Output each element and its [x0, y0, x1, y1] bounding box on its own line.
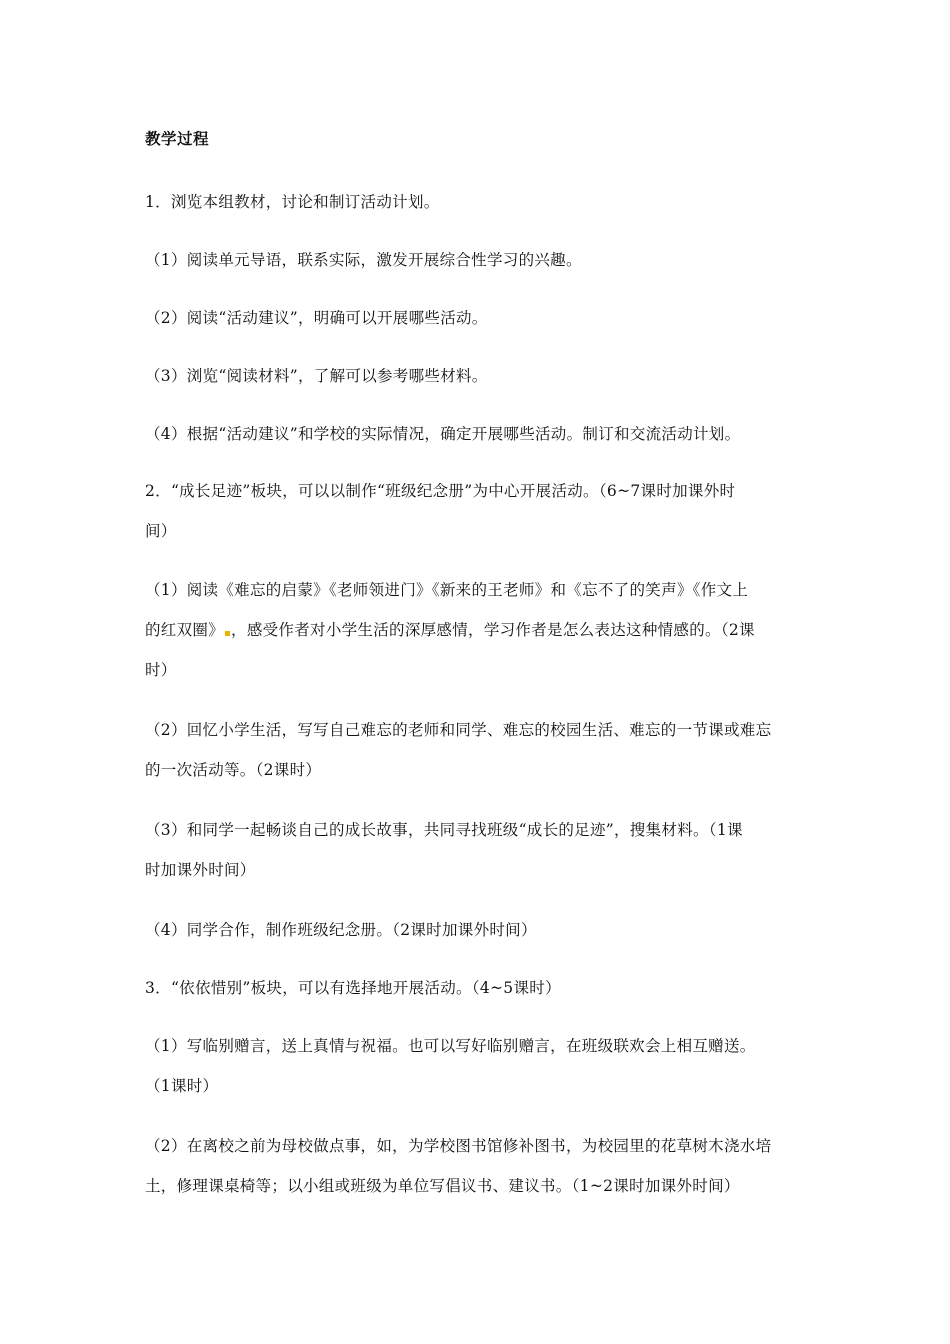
- item-1-line-1: 1．浏览本组教材，讨论和制订活动计划。: [145, 193, 440, 211]
- item-2-1-line-2: [145, 610, 810, 650]
- item-1-4: [145, 414, 810, 454]
- item-3-1-line-2: （1课时）: [145, 1077, 219, 1095]
- item-3-1: [145, 1026, 810, 1106]
- item-2-line-2: 间）: [145, 522, 177, 540]
- item-3-2-line-1: （2）在离校之前为母校做点事，如，为学校图书馆修补图书，为校园里的花草树木浇水培: [145, 1137, 772, 1155]
- item-2-1: [145, 570, 810, 690]
- item-1: [145, 182, 810, 222]
- item-1-1: [145, 240, 810, 280]
- item-2-1-line-1: （1）阅读《难忘的启蒙》《老师领进门》《新来的王老师》和《忘不了的笑声》《作文上: [145, 581, 749, 599]
- item-2-1-line-3: 时）: [145, 661, 177, 679]
- item-3-1-line-1: （1）写临别赠言，送上真情与祝福。也可以写好临别赠言，在班级联欢会上相互赠送。: [145, 1037, 756, 1055]
- highlight-mark: [225, 631, 230, 636]
- section-heading: 教学过程: [145, 130, 210, 148]
- item-3-2-line-2: 土，修理课桌椅等；以小组或班级为单位写倡议书、建议书。（1~2课时加课外时间）: [145, 1177, 740, 1195]
- item-2-4: [145, 910, 810, 950]
- item-1-4-line-1: （4）根据“活动建议”和学校的实际情况，确定开展哪些活动。制订和交流活动计划。: [145, 425, 741, 443]
- item-2-2: [145, 710, 810, 790]
- item-1-1-line-1: （1）阅读单元导语，联系实际，激发开展综合性学习的兴趣。: [145, 251, 582, 269]
- item-2-3-line-2: 时加课外时间）: [145, 861, 256, 879]
- item-2-1-line-2a: 的红双圈》: [145, 621, 225, 639]
- item-2: [145, 471, 810, 551]
- item-2-3: [145, 810, 810, 890]
- item-1-3-line-1: （3）浏览“阅读材料”，了解可以参考哪些材料。: [145, 367, 488, 385]
- item-2-line-1: 2．“成长足迹”板块，可以以制作“班级纪念册”为中心开展活动。（6~7课时加课外时: [145, 482, 736, 500]
- item-3-line-1: 3．“依依惜别”板块，可以有选择地开展活动。（4~5课时）: [145, 979, 561, 997]
- item-3-2: [145, 1126, 810, 1206]
- item-1-2-line-1: （2）阅读“活动建议”，明确可以开展哪些活动。: [145, 309, 488, 327]
- item-2-2-line-1: （2）回忆小学生活，写写自己难忘的老师和同学、难忘的校园生活、难忘的一节课或难忘: [145, 721, 772, 739]
- item-3: [145, 968, 810, 1008]
- item-2-4-line-1: （4）同学合作，制作班级纪念册。（2课时加课外时间）: [145, 921, 537, 939]
- item-1-2: [145, 298, 810, 338]
- item-2-3-line-1: （3）和同学一起畅谈自己的成长故事，共同寻找班级“成长的足迹”，搜集材料。（1课: [145, 821, 743, 839]
- item-1-3: [145, 356, 810, 396]
- item-2-2-line-2: 的一次活动等。（2课时）: [145, 761, 322, 779]
- item-2-1-line-2b: ，感受作者对小学生活的深厚感情，学习作者是怎么表达这种情感的。（2课: [231, 621, 755, 639]
